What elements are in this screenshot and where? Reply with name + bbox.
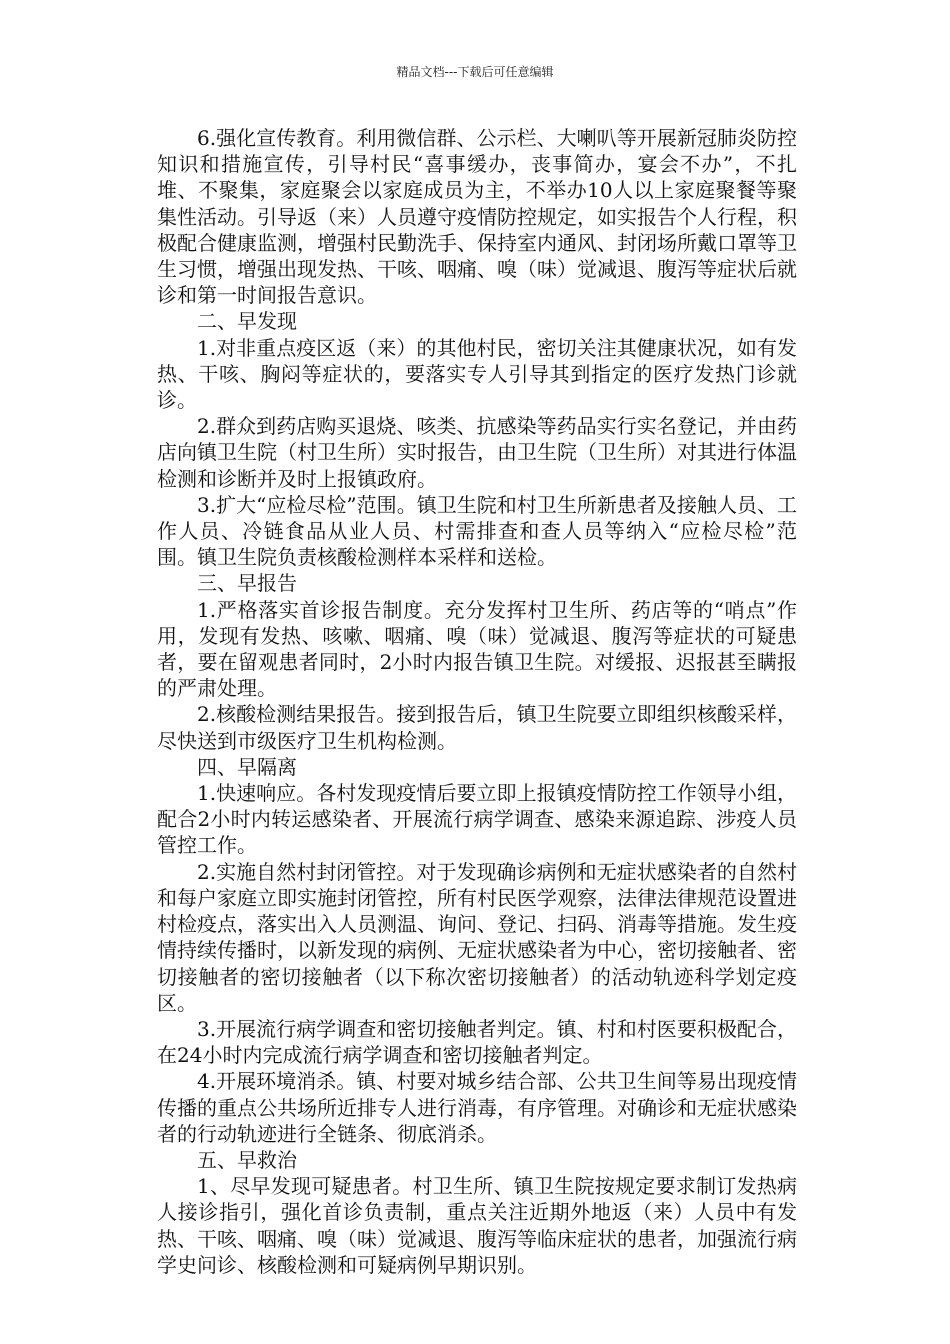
- page-header: 精品文档---下载后可任意编辑: [396, 65, 554, 79]
- paragraph-detection-1: 1.对非重点疫区返（来）的其他村民，密切关注其健康状况，如有发热、干咳、胸闷等症状的，要落实专人引导其到指定的医疗发热门诊就诊。: [157, 335, 797, 413]
- paragraph-detection-3: 3.扩大“应检尽检”范围。镇卫生院和村卫生所新患者及接触人员、工作人员、冷链食品从业人员、村需排查和查人员等纳入“应检尽检”范围。镇卫生院负责核酸检测样本采样和送检。: [157, 492, 797, 570]
- paragraph-isolation-2: 2.实施自然村封闭管控。对于发现确诊病例和无症状感染者的自然村和每户家庭立即实施封闭管控，所有村民医学观察，法律法律规范设置进村检疫点，落实出入人员测温、询问、登记、扫码、消毒等措施。发生疫情持续传播时，以新发现的病例、无症状感染者为中心，密切接触者、密切接触者的密切接触者（以下称次密切接触者）的活动轨迹科学划定疫区。: [157, 859, 797, 1015]
- paragraph-isolation-1: 1.快速响应。各村发现疫情后要立即上报镇疫情防控工作领导小组，配合2小时内转运感染者、开展流行病学调查、感染来源追踪、涉疫人员管控工作。: [157, 781, 797, 858]
- paragraph-publicity-education: 6.强化宣传教育。利用微信群、公示栏、大喇叭等开展新冠肺炎防控知识和措施宣传，引导村民“喜事缓办，丧事简办，宴会不办”，不扎堆、不聚集，家庭聚会以家庭成员为主，不举办10人以上家庭聚餐等聚集性活动。引导返（来）人员遵守疫情防控规定，如实报告个人行程，积极配合健康监测，增强村民勤洗手、保持室内通风、封闭场所戴口罩等卫生习惯，增强出现发热、干咳、咽痛、嗅（味）觉减退、腹泻等症状后就诊和第一时间报告意识。: [157, 126, 797, 308]
- document-body: [157, 125, 797, 1278]
- paragraph-report-1: 1.严格落实首诊报告制度。充分发挥村卫生所、药店等的“哨点”作用，发现有发热、咳嗽、咽痛、嗅（味）觉减退、腹泻等症状的可疑患者，要在留观患者同时，2小时内报告镇卫生院。对缓报、迟报甚至瞒报的严肃处理。: [157, 597, 797, 701]
- paragraph-report-2: 2.核酸检测结果报告。接到报告后，镇卫生院要立即组织核酸采样，尽快送到市级医疗卫生机构检测。: [157, 702, 797, 753]
- section-heading-early-treatment: 五、早救治: [197, 1147, 297, 1172]
- section-heading-early-isolation: 四、早隔离: [197, 754, 297, 779]
- paragraph-isolation-3: 3.开展流行病学调查和密切接触者判定。镇、村和村医要积极配合，在24小时内完成流行病学调查和密切接触者判定。: [157, 1016, 797, 1068]
- section-heading-early-detection: 二、早发现: [197, 309, 297, 334]
- paragraph-treatment-1: 1、尽早发现可疑患者。村卫生所、镇卫生院按规定要求制订发热病人接诊指引，强化首诊负责制，重点关注近期外地返（来）人员中有发热、干咳、咽痛、嗅（味）觉减退、腹泻等临床症状的患者，加强流行病学史问诊、核酸检测和可疑病例早期识别。: [157, 1174, 797, 1277]
- section-heading-early-report: 三、早报告: [197, 571, 297, 596]
- paragraph-detection-2: 2.群众到药店购买退烧、咳类、抗感染等药品实行实名登记，并由药店向镇卫生院（村卫生所）实时报告，由卫生院（卫生所）对其进行体温检测和诊断并及时上报镇政府。: [157, 414, 797, 491]
- paragraph-isolation-4: 4.开展环境消杀。镇、村要对城乡结合部、公共卫生间等易出现疫情传播的重点公共场所近排专人进行消毒，有序管理。对确诊和无症状感染者的行动轨迹进行全链条、彻底消杀。: [157, 1069, 797, 1146]
